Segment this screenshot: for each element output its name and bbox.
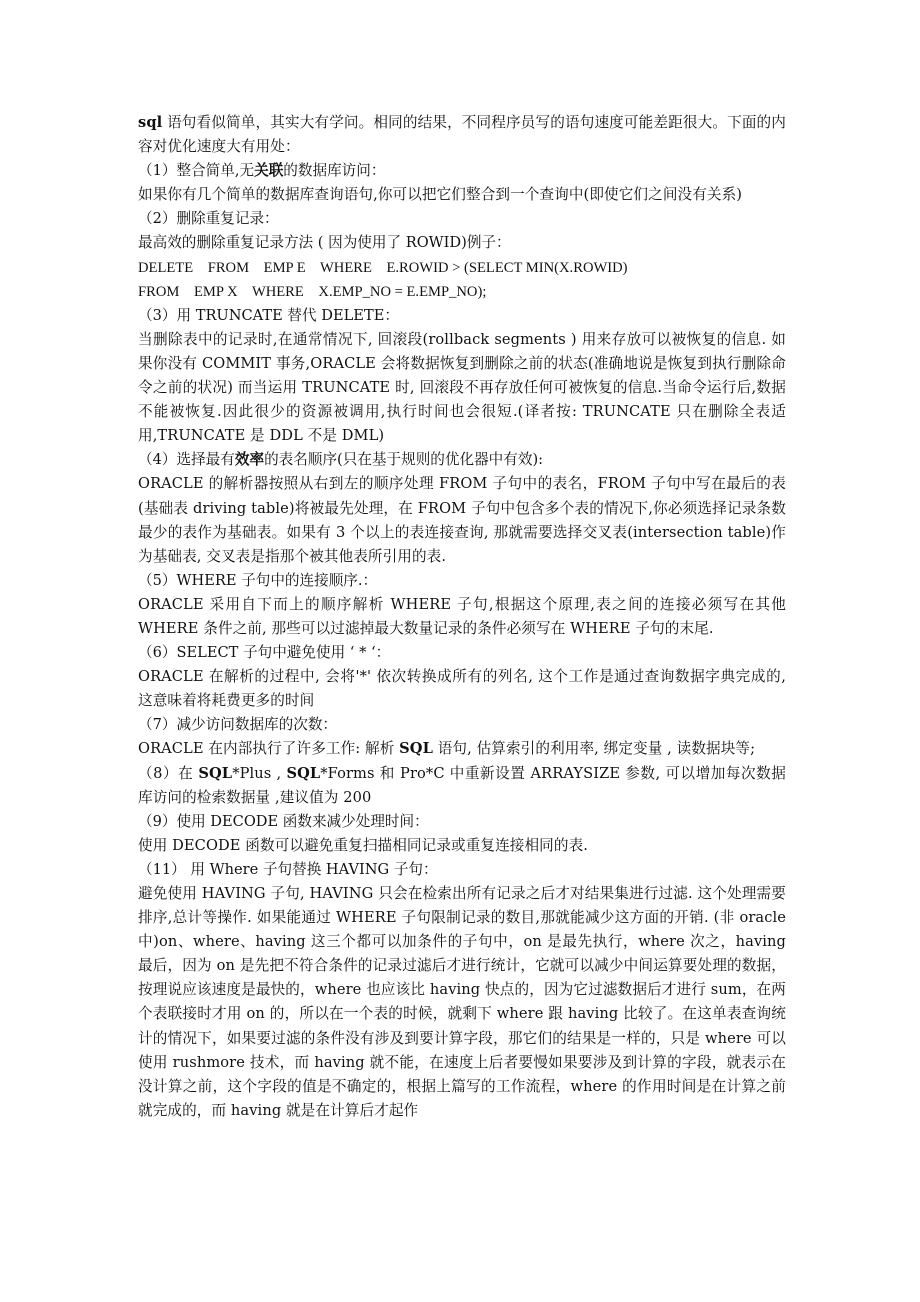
section-8-bold-1: SQL [198, 764, 233, 782]
section-7-body [138, 737, 786, 761]
section-1-heading [138, 159, 786, 183]
section-7-heading: （7）减少访问数据库的次数： [138, 716, 338, 734]
section-4-heading [138, 448, 786, 472]
intro-sql-bold: sql [138, 114, 163, 131]
section-9-heading: （9）使用 DECODE 函数来减少处理时间： [138, 812, 429, 830]
section-2-code-line-2: FROM EMP X WHERE X.EMP_NO = E.EMP_NO); [138, 283, 487, 300]
section-7-body-pre: ORACLE 在内部执行了许多工作: 解析 [138, 740, 400, 758]
section-2-code-line-1: DELETE FROM EMP E WHERE E.ROWID > (SELECT MIN(X.ROWID) [138, 259, 628, 276]
section-1-heading-post: 的数据库访问： [283, 162, 386, 180]
section-3-body: 当删除表中的记录时,在通常情况下, 回滚段(rollback segments ) 用来存放可以被恢复的信息. 如果你没有 COMMIT 事务,ORACLE 会将数据恢复到删除之前的状态(准确地说是恢复到执行删除命令之前的状况) 而当运用 TRUNCATE 时, 回滚段不再存放任何可被恢复的信息.当命令运行后,数据不能被恢复.因此很少的资源被调用,执行时间也会很短.(译者按: TRUNCATE 只在删除全表适用,TRUNCATE 是 DDL 不是 DML) [138, 330, 786, 445]
section-8-pre: （8）在 [138, 764, 199, 782]
section-11-heading: （11） 用 Where 子句替换 HAVING 子句： [138, 860, 438, 878]
section-1-body: 如果你有几个简单的数据库查询语句,你可以把它们整合到一个查询中(即使它们之间没有关系) [138, 186, 743, 204]
section-7-body-post: 语句, 估算索引的利用率, 绑定变量 , 读数据块等; [433, 740, 756, 758]
intro-text: 语句看似简单，其实大有学问。相同的结果，不同程序员写的语句速度可能差距很大。下面的内容对优化速度大有用处： [138, 114, 786, 156]
section-7-body-bold: SQL [399, 740, 433, 758]
section-3-heading: （3）用 TRUNCATE 替代 DELETE： [138, 306, 399, 324]
intro-paragraph [138, 111, 786, 159]
section-1-heading-bold: 关联 [254, 162, 284, 180]
section-2-body: 最高效的删除重复记录方法 ( 因为使用了 ROWID)例子： [138, 234, 511, 252]
document-page [138, 111, 786, 1123]
section-4-heading-bold: 效率 [234, 451, 265, 469]
section-8-bold-2: SQL [286, 764, 321, 782]
section-8-mid: *Plus , [232, 764, 287, 782]
section-5-heading: （5）WHERE 子句中的连接顺序.： [138, 571, 378, 589]
section-6-heading: （6）SELECT 子句中避免使用 ‘ * ‘： [138, 644, 391, 662]
section-8-post: *Forms 和 Pro*C 中重新设置 ARRAYSIZE 参数, 可以增加每次数据库访问的检索数据量 ,建议值为 200 [138, 764, 786, 806]
section-4-heading-post: 的表名顺序(只在基于规则的优化器中有效): [264, 451, 544, 469]
section-5-body: ORACLE 采用自下而上的顺序解析 WHERE 子句,根据这个原理,表之间的连接必须写在其他 WHERE 条件之前, 那些可以过滤掉最大数量记录的条件必须写在 WHERE 子句的末尾. [138, 595, 786, 637]
section-4-body: ORACLE 的解析器按照从右到左的顺序处理 FROM 子句中的表名，FROM 子句中写在最后的表(基础表 driving table)将被最先处理，在 FROM 子句中包含多个表的情况下,你必须选择记录条数最少的表作为基础表。如果有 3 个以上的表连接查询, 那就需要选择交叉表(intersection table)作为基础表, 交叉表是指那个被其他表所引用的表. [138, 475, 786, 565]
section-1-heading-pre: （1）整合简单,无 [138, 162, 255, 180]
section-6-body: ORACLE 在解析的过程中, 会将'*' 依次转换成所有的列名, 这个工作是通过查询数据字典完成的, 这意味着将耗费更多的时间 [138, 668, 786, 710]
section-9-body: 使用 DECODE 函数可以避免重复扫描相同记录或重复连接相同的表. [138, 836, 589, 854]
section-4-heading-pre: （4）选择最有 [138, 451, 235, 469]
section-11-body: 避免使用 HAVING 子句, HAVING 只会在检索出所有记录之后才对结果集进行过滤. 这个处理需要排序,总计等操作. 如果能通过 WHERE 子句限制记录的数目,那就能减少这方面的开销. (非 oracle 中)on、where、having 这三个都可以加条件的子句中，on 是最先执行，where 次之，having 最后，因为 on 是先把不符合条件的记录过滤后才进行统计，它就可以减少中间运算要处理的数据，按理说应该速度是最快的，where 也应该比 having 快点的，因为它过滤数据后才进行 sum，在两个表联接时才用 on 的，所以在一个表的时候，就剩下 where 跟 having 比较了。在这单表查询统计的情况下，如果要过滤的条件没有涉及到要计算字段，那它们的结果是一样的，只是 where 可以使用 rushmore 技术，而 having 就不能，在速度上后者要慢如果要涉及到计算的字段，就表示在没计算之前，这个字段的值是不确定的，根据上篇写的工作流程，where 的作用时间是在计算之前就完成的，而 having 就是在计算后才起作 [138, 885, 786, 1119]
section-2-heading: （2）删除重复记录： [138, 210, 279, 228]
section-8-paragraph [138, 762, 786, 810]
